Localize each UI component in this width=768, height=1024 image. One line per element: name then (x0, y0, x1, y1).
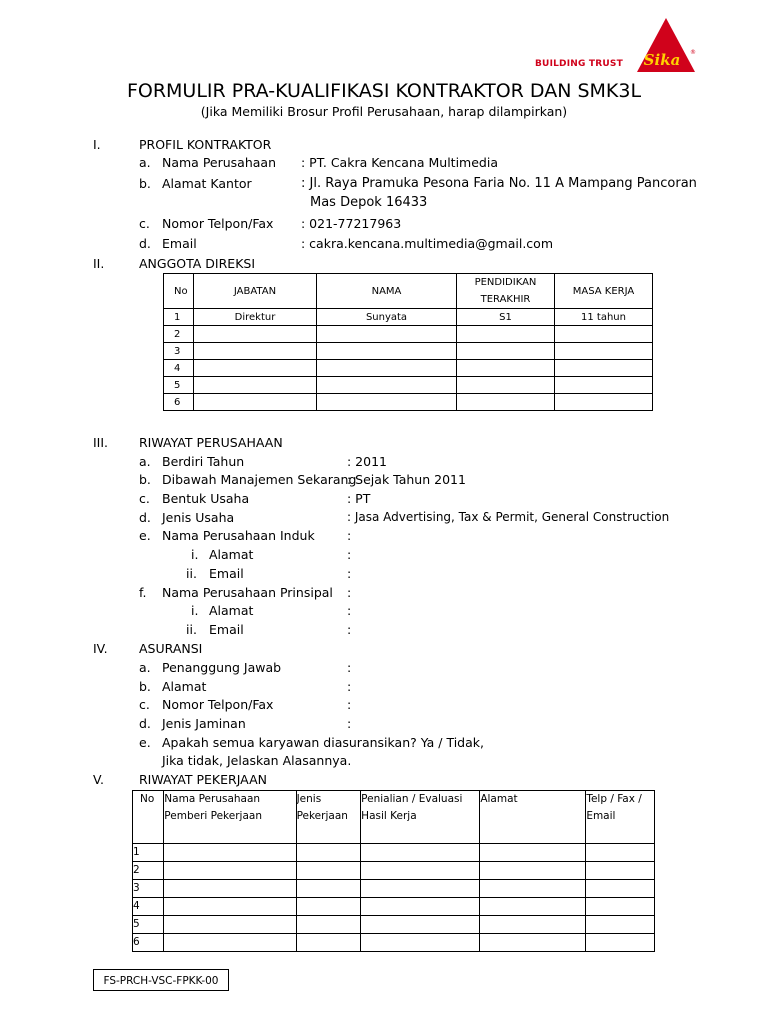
table-row (164, 343, 653, 360)
cell (361, 880, 480, 898)
item-letter: a. (139, 155, 151, 170)
logo-text: Sika (643, 51, 681, 69)
field-value-phone: : 021-77217963 (301, 216, 402, 231)
field-value: : (347, 603, 352, 618)
item-letter: i. (191, 603, 199, 618)
table-row (133, 862, 655, 880)
cell (164, 844, 296, 862)
field-value: : (347, 566, 352, 581)
cell (164, 880, 296, 898)
cell (361, 862, 480, 880)
header-evaluation: Penialian / Evaluasi Hasil Kerja (361, 791, 480, 844)
cell (586, 916, 655, 934)
field-value: : (347, 622, 352, 637)
field-label: Alamat Kantor (162, 176, 252, 191)
cell (555, 360, 653, 377)
cell (194, 377, 317, 394)
cell (164, 916, 296, 934)
brand-tagline: BUILDING TRUST (535, 59, 623, 69)
section-3-title: RIWAYAT PERUSAHAAN (139, 435, 283, 450)
cell (480, 880, 586, 898)
cell (457, 394, 555, 411)
header-jabatan: JABATAN (194, 274, 317, 309)
item-letter: f. (139, 585, 147, 600)
cell: Direktur (194, 309, 317, 326)
item-letter: c. (139, 697, 150, 712)
item-letter: ii. (186, 566, 197, 581)
cell (296, 862, 361, 880)
cell: 2 (133, 862, 164, 880)
section-2-number: II. (93, 256, 105, 271)
field-label: Email (209, 622, 244, 637)
field-value: : (347, 716, 352, 731)
field-label: Email (162, 236, 197, 251)
cell (194, 343, 317, 360)
field-label: Email (209, 566, 244, 581)
field-label: Nama Perusahaan Induk (162, 528, 315, 543)
item-letter: d. (139, 510, 151, 525)
field-value: : Sejak Tahun 2011 (347, 472, 466, 487)
table-row (133, 880, 655, 898)
cell (194, 394, 317, 411)
item-letter: c. (139, 491, 150, 506)
cell: 1 (133, 844, 164, 862)
cell (361, 844, 480, 862)
cell (296, 916, 361, 934)
cell (480, 934, 586, 952)
header-company: Nama Perusahaan Pemberi Pekerjaan (164, 791, 296, 844)
header-masa-kerja: MASA KERJA (555, 274, 653, 309)
header-nama: NAMA (317, 274, 457, 309)
field-value-address-line2: Mas Depok 16433 (310, 195, 428, 210)
field-label: Apakah semua karyawan diasuransikan? Ya / Tidak, (162, 735, 484, 750)
cell: 6 (133, 934, 164, 952)
table-row (164, 394, 653, 411)
section-5-number: V. (93, 772, 104, 787)
section-2-title: ANGGOTA DIREKSI (139, 256, 256, 271)
cell: Sunyata (317, 309, 457, 326)
header-no: No (133, 791, 164, 844)
item-letter: e. (139, 528, 151, 543)
field-value-address: : Jl. Raya Pramuka Pesona Faria No. 11 A Mampang Pancoran (301, 176, 697, 191)
table-row (164, 377, 653, 394)
item-letter: e. (139, 735, 151, 750)
section-4-number: IV. (93, 641, 108, 656)
cell (164, 898, 296, 916)
cell (457, 343, 555, 360)
cell (164, 862, 296, 880)
field-value: : Jasa Advertising, Tax & Permit, General Construction (347, 510, 670, 524)
table-row (164, 309, 653, 326)
field-label: Alamat (209, 603, 254, 618)
header-pendidikan: PENDIDIKAN TERAKHIR (457, 274, 555, 309)
field-label: Jenis Jaminan (162, 716, 246, 731)
header-address: Alamat (480, 791, 586, 844)
cell (361, 934, 480, 952)
cell (586, 880, 655, 898)
cell: 3 (133, 880, 164, 898)
item-letter: a. (139, 660, 151, 675)
sika-logo (637, 18, 695, 72)
cell (586, 898, 655, 916)
cell (317, 326, 457, 343)
cell (586, 862, 655, 880)
field-value: : (347, 679, 352, 694)
cell (194, 326, 317, 343)
field-label: Berdiri Tahun (162, 454, 245, 469)
page-title: FORMULIR PRA-KUALIFIKASI KONTRAKTOR DAN SMK3L (126, 80, 642, 102)
page-subtitle: (Jika Memiliki Brosur Profil Perusahaan, harap dilampirkan) (200, 104, 568, 119)
cell (555, 343, 653, 360)
cell (555, 394, 653, 411)
header-contact: Telp / Fax / Email (586, 791, 655, 844)
field-label: Alamat (209, 547, 254, 562)
section-1-title: PROFIL KONTRAKTOR (139, 137, 272, 152)
field-label: Nomor Telpon/Fax (162, 216, 274, 231)
cell: 2 (164, 326, 194, 343)
section-3-number: III. (93, 435, 109, 450)
field-value: : (347, 697, 352, 712)
field-label: Nama Perusahaan (162, 155, 277, 170)
section-4-title: ASURANSI (139, 641, 203, 656)
cell: 4 (133, 898, 164, 916)
cell (317, 394, 457, 411)
cell (164, 934, 296, 952)
cell: 1 (164, 309, 194, 326)
field-value: : 2011 (347, 454, 387, 469)
cell (480, 916, 586, 934)
cell (555, 377, 653, 394)
cell: 3 (164, 343, 194, 360)
item-letter: d. (139, 236, 151, 251)
item-letter: b. (139, 472, 151, 487)
table-row (164, 360, 653, 377)
table-header-row (133, 791, 655, 844)
directors-table (163, 273, 653, 411)
item-letter: b. (139, 176, 151, 191)
cell (457, 360, 555, 377)
table-row (133, 934, 655, 952)
item-letter: d. (139, 716, 151, 731)
table-row (133, 898, 655, 916)
item-letter: a. (139, 454, 151, 469)
cell: 11 tahun (555, 309, 653, 326)
cell (480, 898, 586, 916)
header-job-type: Jenis Pekerjaan (296, 791, 361, 844)
section-5-title: RIWAYAT PEKERJAAN (139, 772, 267, 787)
cell (317, 377, 457, 394)
work-history-table (132, 790, 655, 952)
field-value: : (347, 547, 352, 562)
form-code: FS-PRCH-VSC-FPKK-00 (93, 969, 229, 991)
table-row (133, 916, 655, 934)
field-value-company: : PT. Cakra Kencana Multimedia (301, 155, 498, 170)
registered-mark: ® (690, 49, 696, 56)
field-label: Nama Perusahaan Prinsipal (162, 585, 333, 600)
cell: 6 (164, 394, 194, 411)
cell (480, 844, 586, 862)
field-label-line2: Jika tidak, Jelaskan Alasannya. (162, 753, 352, 768)
field-label: Nomor Telpon/Fax (162, 697, 274, 712)
cell (296, 880, 361, 898)
header-no: No (164, 274, 194, 309)
field-value-email: : cakra.kencana.multimedia@gmail.com (301, 236, 553, 251)
cell: 4 (164, 360, 194, 377)
cell: 5 (164, 377, 194, 394)
table-row (133, 844, 655, 862)
section-1-number: I. (93, 137, 101, 152)
cell (457, 326, 555, 343)
cell (480, 862, 586, 880)
cell (586, 844, 655, 862)
field-label: Jenis Usaha (162, 510, 235, 525)
cell (296, 898, 361, 916)
cell: S1 (457, 309, 555, 326)
table-row (164, 326, 653, 343)
cell (317, 343, 457, 360)
field-label: Dibawah Manajemen Sekarang (162, 472, 357, 487)
field-label: Alamat (162, 679, 207, 694)
field-label: Penanggung Jawab (162, 660, 282, 675)
field-value: : (347, 585, 352, 600)
field-value: : (347, 660, 352, 675)
cell: 5 (133, 916, 164, 934)
cell (555, 326, 653, 343)
field-value: : (347, 528, 352, 543)
cell (361, 916, 480, 934)
item-letter: c. (139, 216, 150, 231)
cell (296, 934, 361, 952)
cell (457, 377, 555, 394)
cell (296, 844, 361, 862)
cell (317, 360, 457, 377)
table-header-row (164, 274, 653, 309)
item-letter: ii. (186, 622, 197, 637)
cell (586, 934, 655, 952)
item-letter: b. (139, 679, 151, 694)
field-label: Bentuk Usaha (162, 491, 250, 506)
field-value: : PT (347, 491, 371, 506)
cell (194, 360, 317, 377)
cell (361, 898, 480, 916)
item-letter: i. (191, 547, 199, 562)
